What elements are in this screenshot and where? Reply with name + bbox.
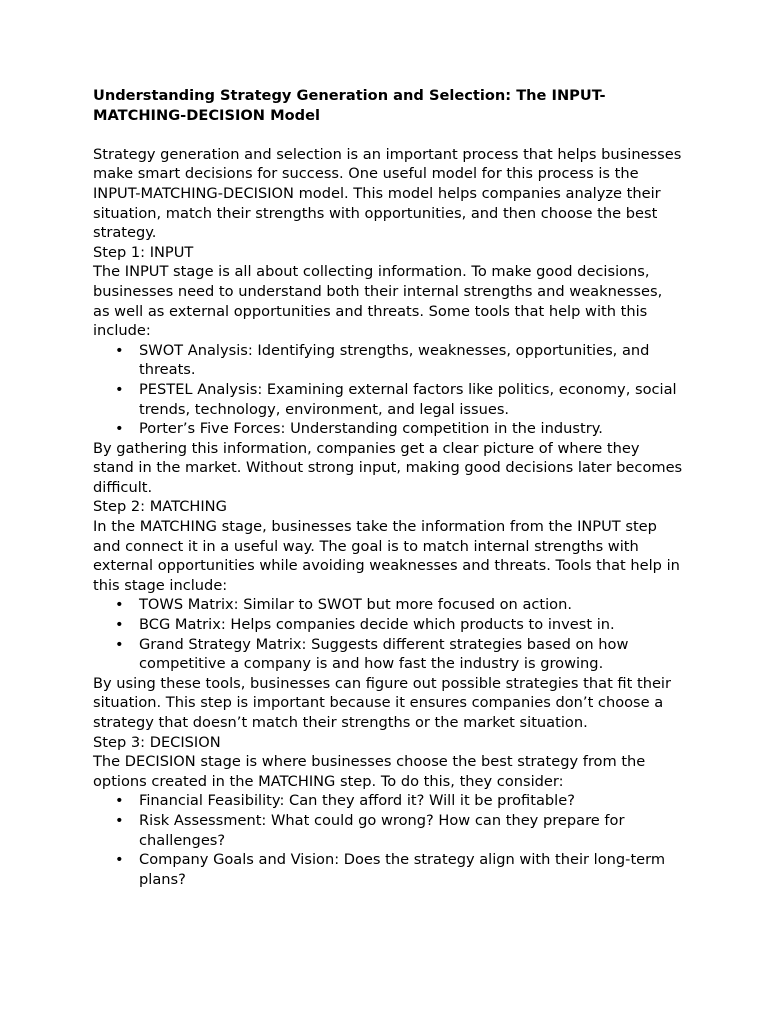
document-title: Understanding Strategy Generation and Selection: The INPUT-MATCHING-DECISION Model: [93, 87, 606, 124]
bullet-icon: •: [115, 792, 124, 810]
bullet-icon: •: [115, 420, 124, 438]
list-item: [115, 791, 683, 811]
intro-paragraph: Strategy generation and selection is an important process that helps businesses make smart decisions for success. One useful model for this process is the INPUT-MATCHING-DECISION model. This model helps companies analyze their situation, match their strengths with opportunities, and then choose the best strategy.: [93, 145, 682, 242]
list-item-text: Grand Strategy Matrix: Suggests different strategies based on how competitive a company is and how fast the industry is growing.: [139, 635, 629, 673]
list-item: [115, 419, 683, 439]
step1-list: [93, 341, 683, 439]
step2-heading: Step 2: MATCHING: [93, 498, 227, 516]
list-item-text: TOWS Matrix: Similar to SWOT but more focused on action.: [139, 596, 573, 614]
list-item: [115, 595, 683, 615]
step2-list: [93, 595, 683, 673]
list-item: [115, 615, 683, 635]
step1-heading: Step 1: INPUT: [93, 243, 194, 261]
bullet-icon: •: [115, 380, 124, 398]
list-item-text: SWOT Analysis: Identifying strengths, weaknesses, opportunities, and threats.: [139, 341, 650, 379]
list-item-text: Porter’s Five Forces: Understanding competition in the industry.: [139, 420, 603, 438]
bullet-icon: •: [115, 811, 124, 829]
step2-intro: In the MATCHING stage, businesses take the information from the INPUT step and connect it in a useful way. The goal is to match internal strengths with external opportunities while avoiding weaknesses and threats. Tools that help in this stage include:: [93, 518, 680, 594]
list-item-text: Financial Feasibility: Can they afford it? Will it be profitable?: [139, 792, 575, 810]
list-item: [115, 811, 683, 850]
list-item: [115, 380, 683, 419]
step2-outro: By using these tools, businesses can figure out possible strategies that fit their situation. This step is important because it ensures companies don’t choose a strategy that doesn’t match their strengths or the market situation.: [93, 674, 671, 731]
bullet-icon: •: [115, 596, 124, 614]
document-page: [93, 86, 683, 889]
list-item-text: Company Goals and Vision: Does the strategy align with their long-term plans?: [139, 851, 666, 888]
step1-intro: The INPUT stage is all about collecting information. To make good decisions, businesses need to understand both their internal strengths and weaknesses, as well as external opportunities and threats. Some tools that help with this include:: [93, 263, 663, 340]
bullet-icon: •: [115, 851, 124, 869]
step3-intro: The DECISION stage is where businesses choose the best strategy from the options created in the MATCHING step. To do this, they consider:: [93, 753, 646, 790]
list-item: [115, 850, 683, 889]
step3-list: [93, 791, 683, 889]
list-item-text: PESTEL Analysis: Examining external factors like politics, economy, social trends, technology, environment, and legal issues.: [139, 380, 677, 418]
bullet-icon: •: [115, 616, 124, 634]
list-item-text: Risk Assessment: What could go wrong? How can they prepare for challenges?: [139, 811, 625, 849]
bullet-icon: •: [115, 635, 124, 653]
list-item-text: BCG Matrix: Helps companies decide which products to invest in.: [139, 616, 615, 634]
step3-heading: Step 3: DECISION: [93, 733, 221, 751]
bullet-icon: •: [115, 341, 124, 359]
list-item: [115, 635, 683, 674]
list-item: [115, 341, 683, 380]
step1-outro: By gathering this information, companies get a clear picture of where they stand in the market. Without strong input, making good decisions later becomes difficult.: [93, 439, 683, 496]
